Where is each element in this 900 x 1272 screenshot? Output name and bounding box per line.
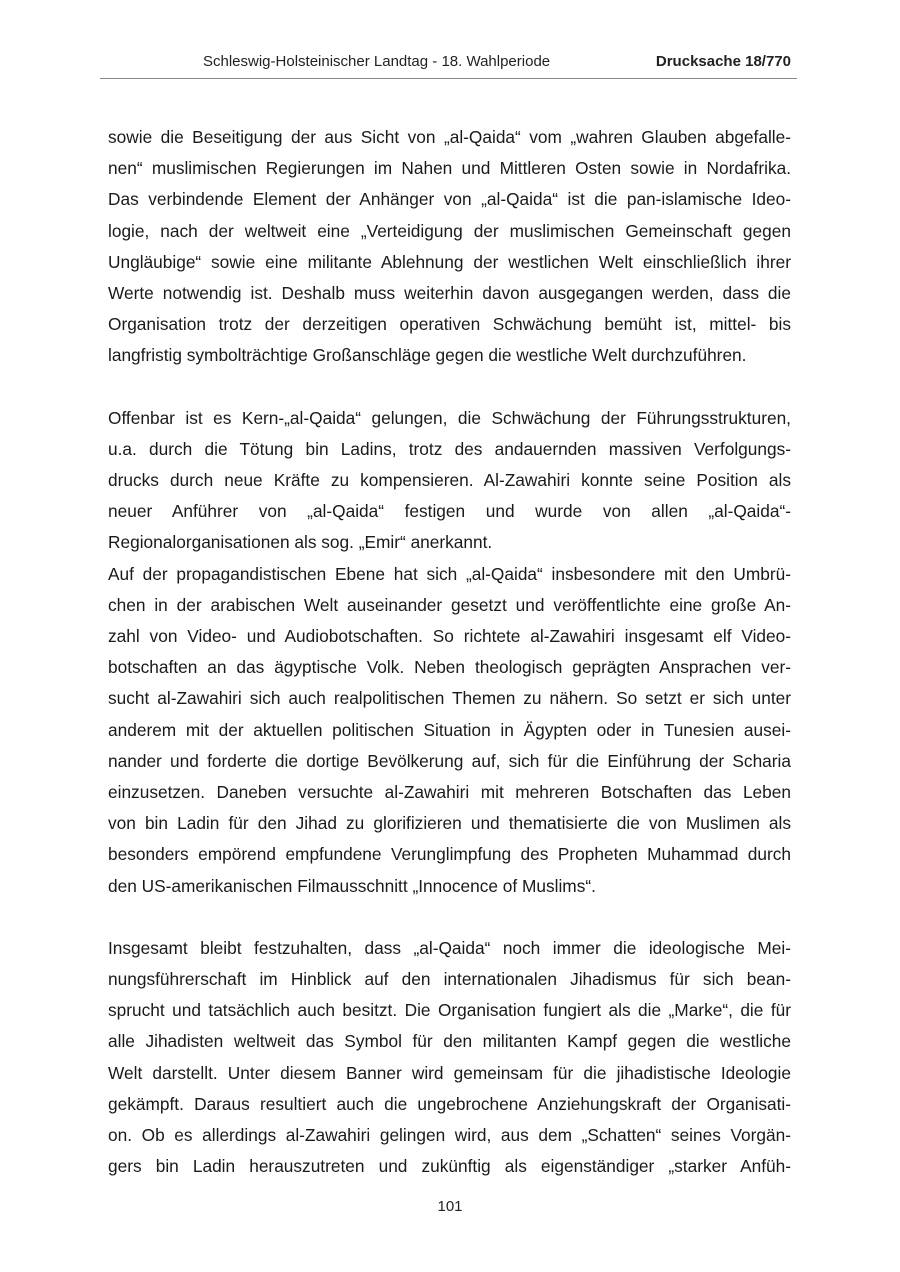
text-line: langfristig symbolträchtige Großanschläge gegen die westliche Welt durchzuführen. xyxy=(108,345,747,366)
paragraph-4 xyxy=(108,933,791,1183)
text-line: nen“ muslimischen Regierungen im Nahen und Mittleren Osten sowie in Nordafrika. xyxy=(108,158,791,179)
text-line: u.a. durch die Tötung bin Ladins, trotz des andauernden massiven Verfolgungs- xyxy=(108,438,791,459)
text-line: on. Ob es allerdings al-Zawahiri gelingen wird, aus dem „Schatten“ seines Vorgän- xyxy=(108,1125,791,1146)
text-line: Organisation trotz der derzeitigen operativen Schwächung bemüht ist, mittel- bis xyxy=(108,314,791,335)
text-line: nander und forderte die dortige Bevölkerung auf, sich für die Einführung der Scharia xyxy=(108,750,791,771)
paragraph-3 xyxy=(108,559,791,902)
text-line: logie, nach der weltweit eine „Verteidigung der muslimischen Gemeinschaft gegen xyxy=(108,220,791,241)
text-line: anderem mit der aktuellen politischen Situation in Ägypten oder in Tunesien ausei- xyxy=(108,719,791,740)
paragraph-1 xyxy=(108,122,791,372)
body-text xyxy=(108,122,791,1183)
text-line: drucks durch neue Kräfte zu kompensieren. Al-Zawahiri konnte seine Position als xyxy=(108,470,791,491)
text-line: Werte notwendig ist. Deshalb muss weiterhin davon ausgegangen werden, dass die xyxy=(108,283,791,304)
text-line: den US-amerikanischen Filmausschnitt „Innocence of Muslims“. xyxy=(108,875,596,896)
page-number: 101 xyxy=(437,1198,463,1215)
header-title: Schleswig-Holsteinischer Landtag - 18. Wahlperiode xyxy=(203,53,551,70)
text-line: chen in der arabischen Welt auseinander gesetzt und veröffentlichte eine große An- xyxy=(108,594,791,615)
text-line: sucht al-Zawahiri sich auch realpolitischen Themen zu nähern. So setzt er sich unter xyxy=(108,688,791,709)
text-line: Offenbar ist es Kern-„al-Qaida“ gelungen, die Schwächung der Führungsstrukturen, xyxy=(108,407,791,428)
text-line: zahl von Video- und Audiobotschaften. So richtete al-Zawahiri insgesamt elf Video- xyxy=(108,626,791,647)
text-line: von bin Ladin für den Jihad zu glorifizieren und thematisierte die von Muslimen als xyxy=(108,813,791,834)
text-line: Ungläubige“ sowie eine militante Ablehnung der westlichen Welt einschließlich ihrer xyxy=(108,251,791,272)
text-line: besonders empörend empfundene Verunglimpfung des Propheten Muhammad durch xyxy=(108,844,791,865)
header-drucksache-number: Drucksache 18/770 xyxy=(655,53,791,70)
text-line: gekämpft. Daraus resultiert auch die ungebrochene Anziehungskraft der Organisati- xyxy=(108,1093,791,1114)
text-line: einzusetzen. Daneben versuchte al-Zawahiri mit mehreren Botschaften das Leben xyxy=(108,782,791,803)
text-line: sprucht und tatsächlich auch besitzt. Die Organisation fungiert als die „Marke“, die für xyxy=(108,1000,791,1021)
page-header xyxy=(100,50,797,79)
text-line: Insgesamt bleibt festzuhalten, dass „al-Qaida“ noch immer die ideologische Mei- xyxy=(108,937,791,958)
text-line: botschaften an das ägyptische Volk. Neben theologisch geprägten Ansprachen ver- xyxy=(108,657,791,678)
text-line: nungsführerschaft im Hinblick auf den internationalen Jihadismus für sich bean- xyxy=(108,969,791,990)
text-line: gers bin Ladin herauszutreten und zukünftig als eigenständiger „starker Anfüh- xyxy=(108,1156,791,1177)
text-line: alle Jihadisten weltweit das Symbol für den militanten Kampf gegen die westliche xyxy=(108,1031,791,1052)
paragraph-2 xyxy=(108,403,791,559)
text-line: Welt darstellt. Unter diesem Banner wird gemeinsam für die jihadistische Ideologie xyxy=(108,1062,791,1083)
text-line: neuer Anführer von „al-Qaida“ festigen und wurde von allen „al-Qaida“- xyxy=(108,501,791,522)
text-line: Regionalorganisationen als sog. „Emir“ anerkannt. xyxy=(108,532,493,553)
text-line: sowie die Beseitigung der aus Sicht von „al-Qaida“ vom „wahren Glauben abgefalle- xyxy=(108,127,791,147)
text-line: Das verbindende Element der Anhänger von „al-Qaida“ ist die pan-islamische Ideo- xyxy=(108,189,791,210)
text-line: Auf der propagandistischen Ebene hat sich „al-Qaida“ insbesondere mit den Umbrü- xyxy=(108,563,791,584)
